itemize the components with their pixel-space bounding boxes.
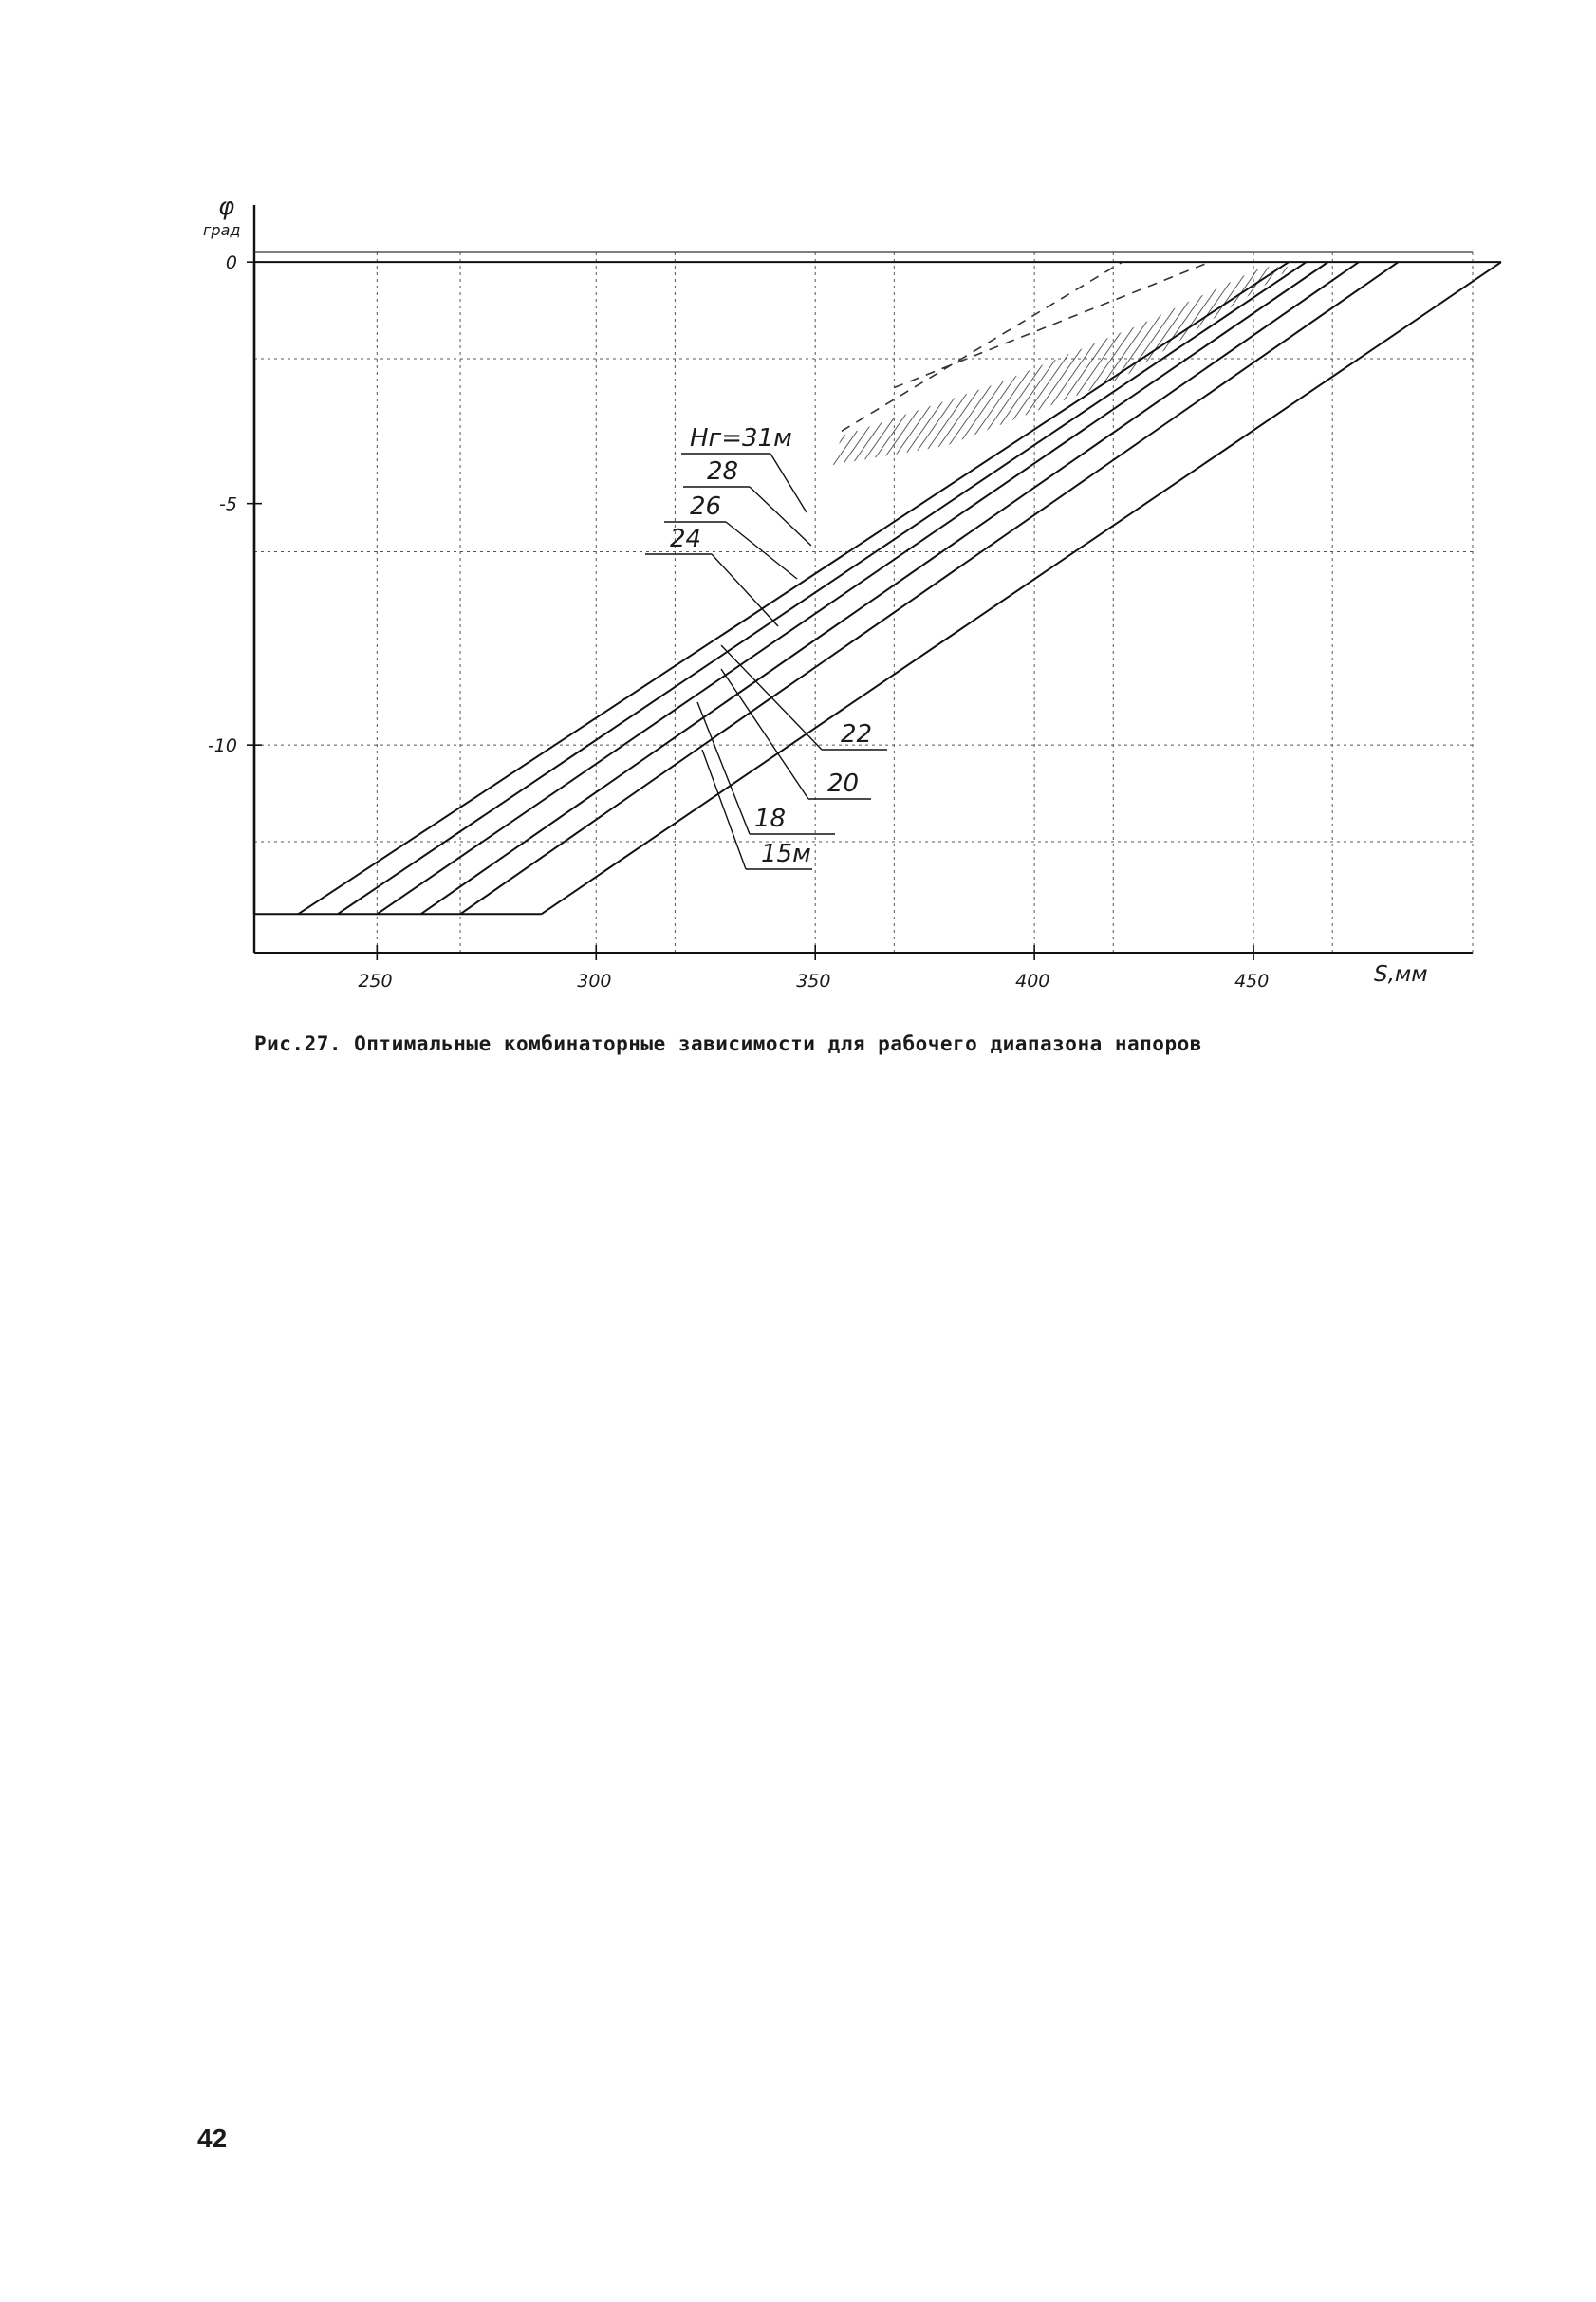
hatched-area <box>833 267 1293 465</box>
series-label-26: 26 <box>690 492 722 521</box>
y-tick-label: -5 <box>219 493 237 515</box>
series-line-15м <box>542 262 1501 914</box>
series-label-20: 20 <box>827 770 860 798</box>
series-line-22 <box>377 262 1327 914</box>
page-number: 42 <box>197 2124 228 2153</box>
figure-caption: Рис.27. Оптимальные комбинаторные зависимости для рабочего диапазона напоров <box>254 1032 1202 1055</box>
x-tick-label: 250 <box>358 971 393 992</box>
series-lines <box>254 262 1501 914</box>
x-tick-label: 300 <box>577 971 612 992</box>
series-label-Hr: Нг=31м <box>690 424 792 453</box>
y-axis-title: φ <box>218 193 235 221</box>
x-tick-label: 400 <box>1015 971 1050 992</box>
series-label-24: 24 <box>670 525 702 553</box>
x-axis-title: S,мм <box>1374 962 1428 987</box>
series-label-28: 28 <box>707 457 739 486</box>
series-label-22: 22 <box>841 720 873 749</box>
label-leader-line <box>721 645 822 750</box>
series-line-20 <box>421 262 1359 914</box>
y-axis-unit: град <box>203 221 241 239</box>
label-leader-line <box>712 554 778 626</box>
label-leader-line <box>721 669 808 799</box>
label-leader-line <box>770 454 807 512</box>
axes <box>254 205 1473 953</box>
label-leader-line <box>697 702 750 834</box>
label-leader-line <box>750 487 811 546</box>
series-label-18: 18 <box>754 805 787 833</box>
x-tick-label: 350 <box>796 971 831 992</box>
y-tick-label: 0 <box>225 252 237 274</box>
label-leader-line <box>726 522 797 579</box>
chart <box>0 0 1596 1044</box>
series-line-18 <box>460 262 1398 914</box>
x-tick-label: 450 <box>1234 971 1270 992</box>
series-line-24 <box>338 262 1307 914</box>
hatched-region <box>833 267 1293 465</box>
series-line-28 <box>298 262 1289 914</box>
y-tick-label: -10 <box>207 735 237 757</box>
series-label-15: 15м <box>761 840 811 868</box>
